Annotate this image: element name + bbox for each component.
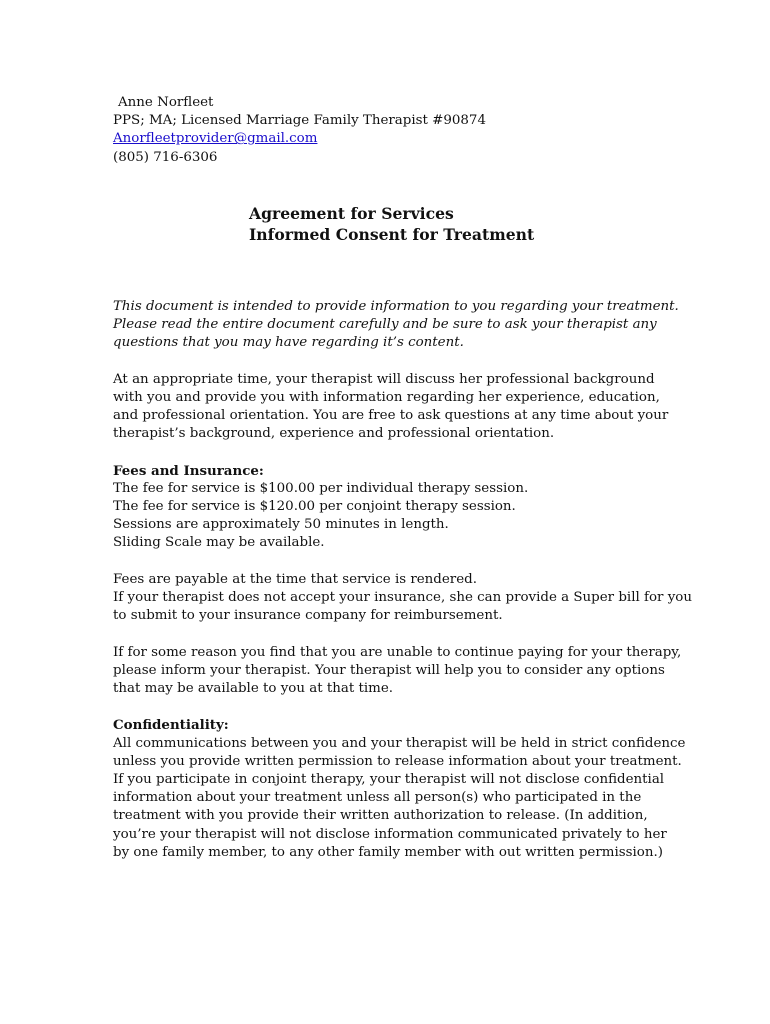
text-line: All communications between you and your therapist will be held in strict confidence bbox=[113, 735, 686, 751]
confidentiality-section bbox=[113, 716, 686, 862]
text-line: treatment with you provide their written authorization to release. (In addition, bbox=[113, 808, 648, 824]
text-line: information about your treatment unless all person(s) who participated in the bbox=[113, 790, 642, 806]
text-line: The fee for service is $100.00 per individual therapy session. bbox=[113, 480, 529, 496]
therapist-credentials: PPS; MA; Licensed Marriage Family Therapist #90874 bbox=[113, 113, 486, 129]
fees-heading: Fees and Insurance: bbox=[113, 462, 264, 479]
title-line-2: Informed Consent for Treatment bbox=[249, 224, 535, 244]
text-line: therapist’s background, experience and professional orientation. bbox=[113, 426, 555, 442]
background-paragraph bbox=[113, 371, 673, 444]
text-line: please inform your therapist. Your therapist will help you to consider any options bbox=[113, 662, 665, 678]
text-line: The fee for service is $120.00 per conjoint therapy session. bbox=[113, 499, 516, 515]
text-line: unless you provide written permission to release information about your treatment. bbox=[113, 753, 682, 769]
text-line: Sliding Scale may be available. bbox=[113, 535, 325, 551]
document-title bbox=[113, 203, 673, 245]
therapist-name: Anne Norfleet bbox=[118, 95, 214, 110]
fees-section bbox=[113, 462, 673, 553]
title-line-1: Agreement for Services bbox=[249, 203, 454, 223]
text-line: and professional orientation. You are free to ask questions at any time about your bbox=[113, 408, 669, 424]
text-line: If you participate in conjoint therapy, your therapist will not disclose confidential bbox=[113, 772, 665, 788]
unable-to-pay-paragraph bbox=[113, 644, 682, 699]
text-line: by one family member, to any other family member with out written permission.) bbox=[113, 844, 663, 860]
text-line: Fees are payable at the time that service is rendered. bbox=[113, 571, 477, 587]
intro-paragraph bbox=[113, 298, 679, 353]
text-line: Please read the entire document carefully and be sure to ask your therapist any bbox=[113, 317, 657, 333]
text-line: If your therapist does not accept your insurance, she can provide a Super bill for you bbox=[113, 590, 692, 606]
text-line: you’re your therapist will not disclose information communicated privately to her bbox=[113, 826, 667, 842]
document-body bbox=[113, 94, 692, 862]
letterhead bbox=[113, 94, 673, 167]
payment-paragraph bbox=[113, 571, 692, 626]
text-line: with you and provide you with information regarding her experience, education, bbox=[113, 389, 660, 405]
phone-number: (805) 716-6306 bbox=[113, 149, 218, 165]
text-line: This document is intended to provide information to you regarding your treatment. bbox=[113, 298, 679, 314]
text-line: to submit to your insurance company for reimbursement. bbox=[113, 608, 503, 624]
text-line: questions that you may have regarding it’s content. bbox=[113, 335, 464, 351]
text-line: Sessions are approximately 50 minutes in length. bbox=[113, 517, 449, 533]
text-line: that may be available to you at that time. bbox=[113, 681, 393, 697]
confidentiality-heading: Confidentiality: bbox=[113, 717, 229, 734]
text-line: If for some reason you find that you are unable to continue paying for your therapy, bbox=[113, 644, 682, 660]
email-link[interactable]: Anorfleetprovider@gmail.com bbox=[113, 131, 318, 147]
text-line: At an appropriate time, your therapist will discuss her professional background bbox=[113, 371, 655, 387]
